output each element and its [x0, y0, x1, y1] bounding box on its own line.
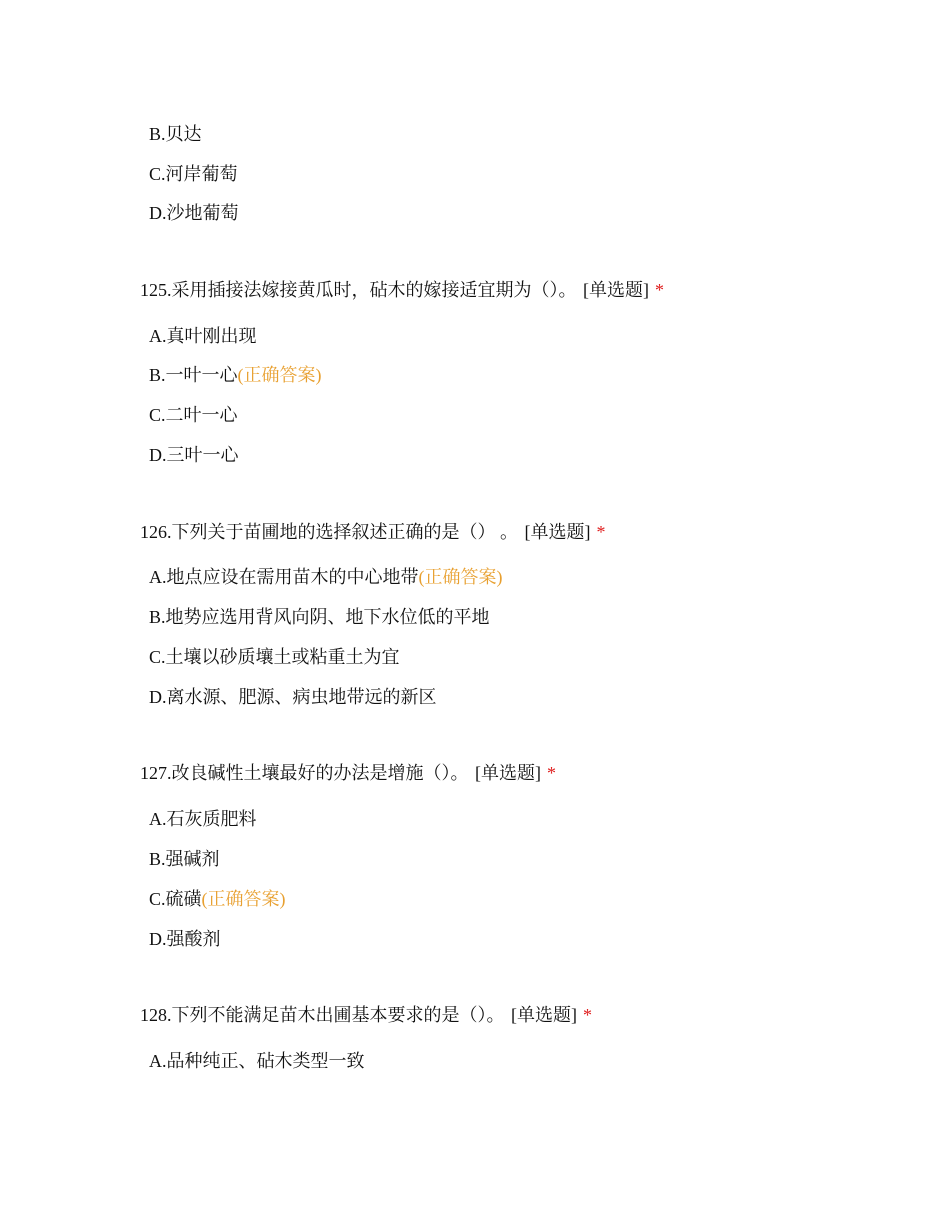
question-text: 采用插接法嫁接黄瓜时，砧木的嫁接适宜期为（）。 — [171, 280, 577, 300]
correct-answer-mark: (正确答案) — [237, 365, 322, 385]
required-mark: * — [655, 280, 664, 300]
question-type-tag: [单选题] — [511, 1005, 577, 1025]
question-text: 下列不能满足苗木出圃基本要求的是（）。 — [171, 1005, 505, 1025]
option-b[interactable]: B.一叶一心(正确答案) — [149, 365, 322, 385]
option-b[interactable]: B.强碱剂 — [149, 849, 220, 869]
question-title — [140, 762, 556, 784]
question-number: 127. — [140, 763, 172, 783]
question-number: 126. — [140, 522, 172, 542]
option-c[interactable]: C.二叶一心 — [149, 405, 238, 425]
required-mark: * — [583, 1005, 592, 1025]
question-title — [140, 521, 606, 543]
question-text: 改良碱性土壤最好的办法是增施（）。 — [171, 763, 469, 783]
option-c[interactable]: C.硫磺(正确答案) — [149, 889, 286, 909]
option-a[interactable]: A.石灰质肥料 — [149, 809, 257, 829]
question-text: 下列关于苗圃地的选择叙述正确的是（） 。 — [171, 522, 518, 542]
question-type-tag: [单选题] — [583, 280, 649, 300]
option-a[interactable]: A.地点应设在需用苗木的中心地带(正确答案) — [149, 567, 503, 587]
required-mark: * — [547, 763, 556, 783]
option-a[interactable]: A.品种纯正、砧木类型一致 — [149, 1051, 365, 1071]
correct-answer-mark: (正确答案) — [201, 889, 286, 909]
question-number: 128. — [140, 1005, 172, 1025]
option-b[interactable]: B.地势应选用背风向阴、地下水位低的平地 — [149, 607, 490, 627]
option-d[interactable]: D.离水源、肥源、病虫地带远的新区 — [149, 687, 437, 707]
question-title — [140, 279, 664, 301]
option-c[interactable]: C.河岸葡萄 — [149, 164, 238, 184]
option-c[interactable]: C.土壤以砂质壤土或粘重土为宜 — [149, 647, 400, 667]
option-d[interactable]: D.沙地葡萄 — [149, 203, 239, 223]
option-b[interactable]: B.贝达 — [149, 124, 202, 144]
option-a[interactable]: A.真叶刚出现 — [149, 326, 257, 346]
required-mark: * — [596, 522, 606, 542]
question-number: 125. — [140, 280, 172, 300]
question-type-tag: [单选题] — [475, 763, 541, 783]
question-type-tag: [单选题] — [524, 522, 591, 542]
option-d[interactable]: D.三叶一心 — [149, 445, 239, 465]
correct-answer-mark: (正确答案) — [418, 567, 503, 587]
option-d[interactable]: D.强酸剂 — [149, 929, 221, 949]
question-title — [140, 1004, 592, 1026]
